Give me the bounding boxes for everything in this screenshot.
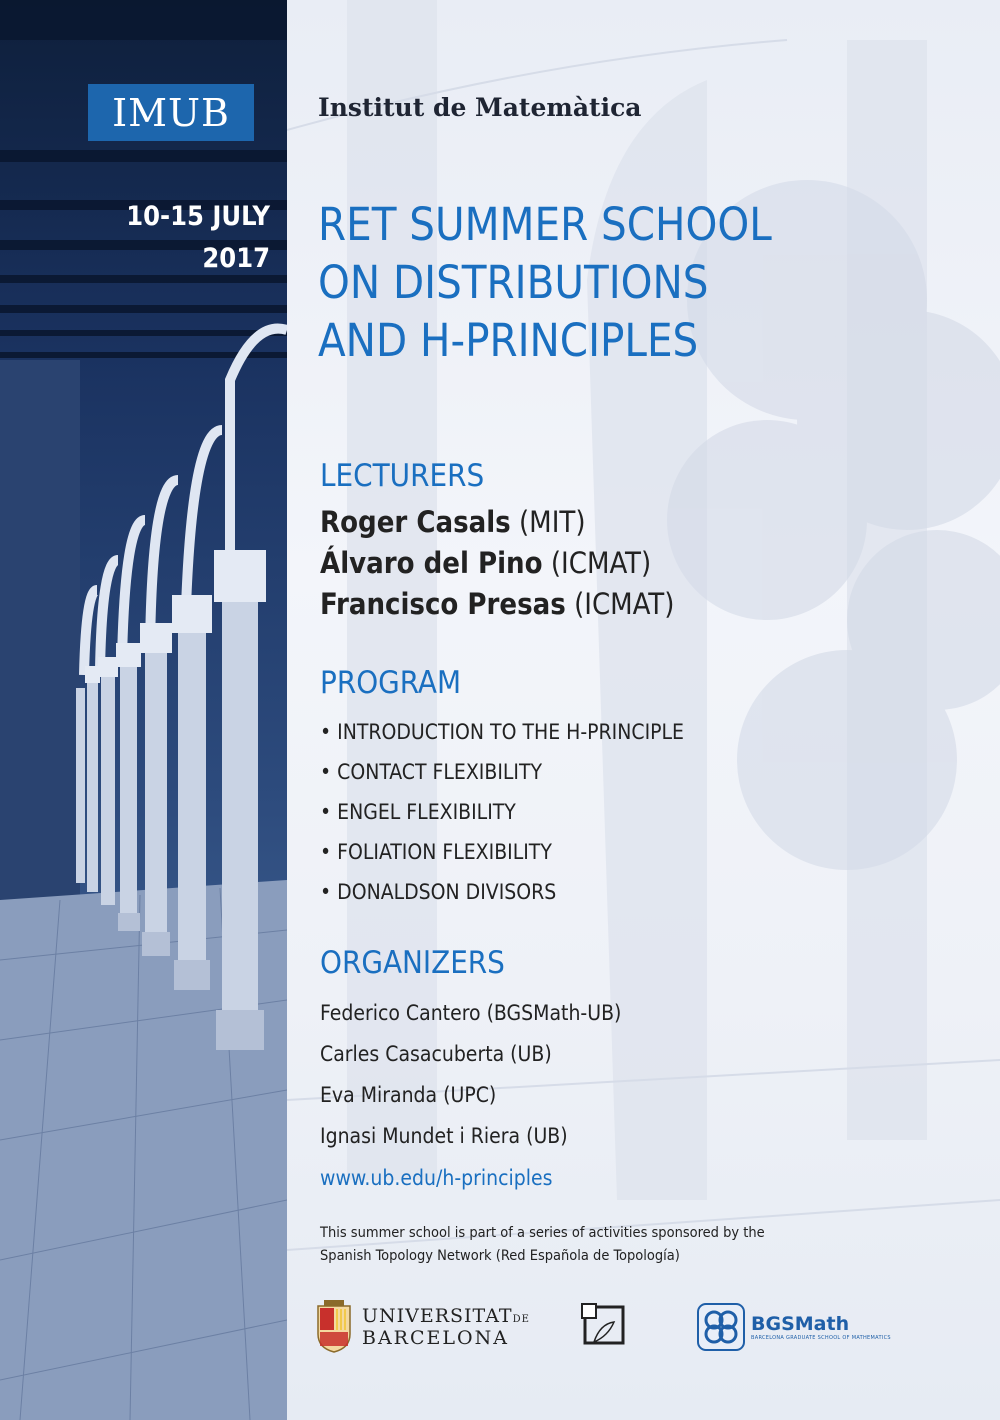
website-link[interactable]: www.ub.edu/h-principles — [320, 1166, 553, 1190]
program-heading: PROGRAM — [320, 665, 462, 701]
bgsmath-logo — [697, 1303, 891, 1351]
lecturer-name: Francisco Presas — [320, 587, 566, 621]
organizer-item: Ignasi Mundet i Riera (UB) — [320, 1124, 568, 1148]
bgsmath-subtitle: BARCELONA GRADUATE SCHOOL OF MATHEMATICS — [751, 1335, 891, 1341]
ub-shield-icon — [316, 1300, 352, 1354]
organizers-heading: ORGANIZERS — [320, 945, 505, 981]
bgsmath-name: BGSMath — [751, 1313, 850, 1335]
title-line-2: ON DISTRIBUTIONS — [318, 256, 709, 309]
lecturer-affiliation: (MIT) — [519, 505, 586, 539]
title-line-3: AND H-PRINCIPLES — [318, 314, 699, 367]
organizer-item: Federico Cantero (BGSMath-UB) — [320, 1001, 622, 1025]
organizer-item: Carles Casacuberta (UB) — [320, 1042, 552, 1066]
lecturer-item — [320, 502, 674, 543]
lecturer-item — [320, 543, 674, 584]
lecturer-item — [320, 584, 674, 625]
organizer-item: Eva Miranda (UPC) — [320, 1083, 497, 1107]
program-item: • INTRODUCTION TO THE H-PRINCIPLE — [320, 720, 684, 744]
sponsor-line-1: This summer school is part of a series of activities sponsored by the — [320, 1225, 765, 1241]
lecturer-affiliation: (ICMAT) — [574, 587, 675, 621]
institute-name: Institut de Matemàtica — [318, 93, 642, 122]
program-item: • FOLIATION FLEXIBILITY — [320, 840, 552, 864]
ub-name-line-2: BARCELONA — [362, 1327, 509, 1349]
lecturers-heading: LECTURERS — [320, 458, 485, 494]
program-item: • CONTACT FLEXIBILITY — [320, 760, 543, 784]
sponsor-line-2: Spanish Topology Network (Red Española de Topología) — [320, 1248, 680, 1264]
sponsor-note — [320, 1222, 840, 1268]
universitat-barcelona-logo — [316, 1300, 530, 1354]
title-line-1: RET SUMMER SCHOOL — [318, 198, 772, 251]
lecturers-list — [320, 502, 674, 625]
dates-year: 2017 — [202, 243, 270, 274]
program-item: • ENGEL FLEXIBILITY — [320, 800, 516, 824]
lecturer-affiliation: (ICMAT) — [550, 546, 652, 580]
ub-name-de: DE — [512, 1314, 530, 1325]
organizers-list — [320, 993, 621, 1157]
lecturer-name: Álvaro del Pino — [320, 546, 543, 580]
program-item: • DONALDSON DIVISORS — [320, 880, 557, 904]
imub-logo: IMUB — [88, 84, 254, 141]
topology-network-logo — [580, 1302, 630, 1356]
bgsmath-icon — [697, 1303, 745, 1351]
topology-network-icon — [580, 1302, 630, 1352]
ub-name-line-1: UNIVERSITAT — [362, 1305, 513, 1327]
event-title — [318, 196, 958, 370]
lecturer-name: Roger Casals — [320, 505, 511, 539]
event-dates — [126, 196, 270, 280]
program-list — [320, 712, 684, 912]
dates-range: 10-15 JULY — [126, 201, 270, 232]
